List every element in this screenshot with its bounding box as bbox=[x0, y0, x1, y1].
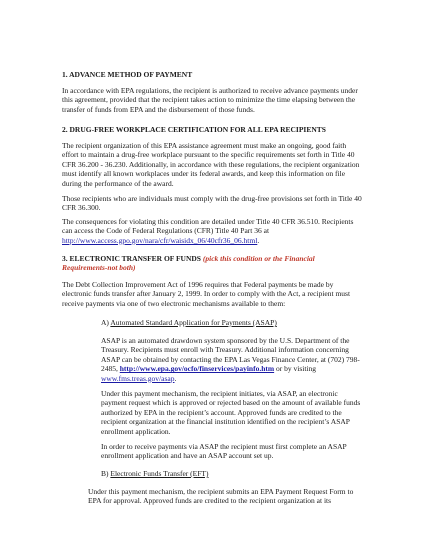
section-2-paragraph-3-end: . bbox=[257, 235, 260, 245]
cfr-link[interactable]: http://www.access.gpo.gov/nara/cfr/waisidx_06/40cfr36_06.html bbox=[62, 235, 258, 245]
section-2-paragraph-1: The recipient organization of this EPA assistance agreement must make an ongoing, good faith effort to maintain a drug-free workplace pursuant to the specific requirements set forth in Title 40 CFR 36.200 - 36.230. Additionally, in accordance with these regulations, the recipient organization must identify all known workplaces under its federal awards, and keep this information on file during the performance of the award. bbox=[62, 141, 360, 188]
option-a-title: Automated Standard Application for Payments (ASAP) bbox=[110, 318, 277, 327]
section-3-paragraph: The Debt Collection Improvement Act of 1996 requires that Federal payments be made by electronic funds transfer after January 2, 1999. In order to comply with the Act, a recipient must receive payments via one of two electronic mechanisms available to them: bbox=[62, 280, 351, 308]
section-3-title: 3. ELECTRONIC TRANSFER OF FUNDS bbox=[62, 254, 201, 263]
option-b-prefix: B) bbox=[101, 469, 111, 478]
option-a-paragraph-3: In order to receive payments via ASAP the recipient must first complete an ASAP enrollment application and have an ASAP account set up. bbox=[101, 442, 347, 461]
option-a-paragraph-2: Under this payment mechanism, the recipient initiates, via ASAP, an electronic payment request which is approved or rejected based on the amount of available funds authorized by EPA in the recipient’s account. Approved funds are credited to the recipient organization at the financial institution identified on the recipient’s ASAP enrollment application. bbox=[101, 389, 361, 436]
option-a-paragraph-1-end: . bbox=[174, 373, 177, 383]
option-a-prefix: A) bbox=[101, 318, 111, 327]
option-a-paragraph-1-mid: or by visiting bbox=[274, 364, 317, 374]
section-1-heading: 1. ADVANCE METHOD OF PAYMENT bbox=[62, 70, 193, 79]
section-2-paragraph-2: Those recipients who are individuals must comply with the drug-free provisions set forth in Title 40 CFR 36.300. bbox=[62, 194, 362, 213]
section-2-paragraph-3 bbox=[62, 217, 362, 245]
section-3-heading bbox=[62, 254, 362, 273]
option-b-heading bbox=[101, 469, 363, 478]
section-2-heading: 2. DRUG-FREE WORKPLACE CERTIFICATION FOR ALL EPA RECIPIENTS bbox=[62, 125, 326, 134]
option-a-paragraph-1 bbox=[101, 336, 363, 383]
option-a-heading bbox=[101, 318, 363, 327]
section-2-paragraph-3-text: The consequences for violating this condition are detailed under Title 40 CFR 36.510. Recipients can access the Code of Federal Regulations (CFR) Title 40 Part 36 at bbox=[62, 217, 354, 236]
option-b-paragraph-1: Under this payment mechanism, the recipient submits an EPA Payment Request Form to EPA for approval. Approved funds are credited to the recipient organization at its bbox=[88, 487, 354, 506]
payinfo-link[interactable] bbox=[120, 364, 274, 373]
section-3-note: (pick this condition or the Financial Requirements-not both) bbox=[62, 254, 315, 273]
asap-link[interactable]: www.fms.treas.gov/asap bbox=[101, 373, 175, 383]
option-a-paragraph-1-text: ASAP is an automated drawdown system sponsored by the U.S. Department of the Treasury. Recipients must enroll with Treasury. Additional information concerning ASAP can be obtained by contacting the EPA Las Vegas Finance Center, at (702) 798-2485, bbox=[101, 336, 360, 374]
section-1-paragraph: In accordance with EPA regulations, the recipient is authorized to receive advance payments under this agreement, provided that the recipient takes action to minimize the time elapsing between the transfer of funds from EPA and the disbursement of those funds. bbox=[62, 86, 358, 114]
payinfo-link-text: http://www.epa.gov/ocfo/finservices/payinfo.htm bbox=[119, 364, 275, 374]
option-b-title: Electronic Funds Transfer (EFT) bbox=[110, 469, 209, 478]
